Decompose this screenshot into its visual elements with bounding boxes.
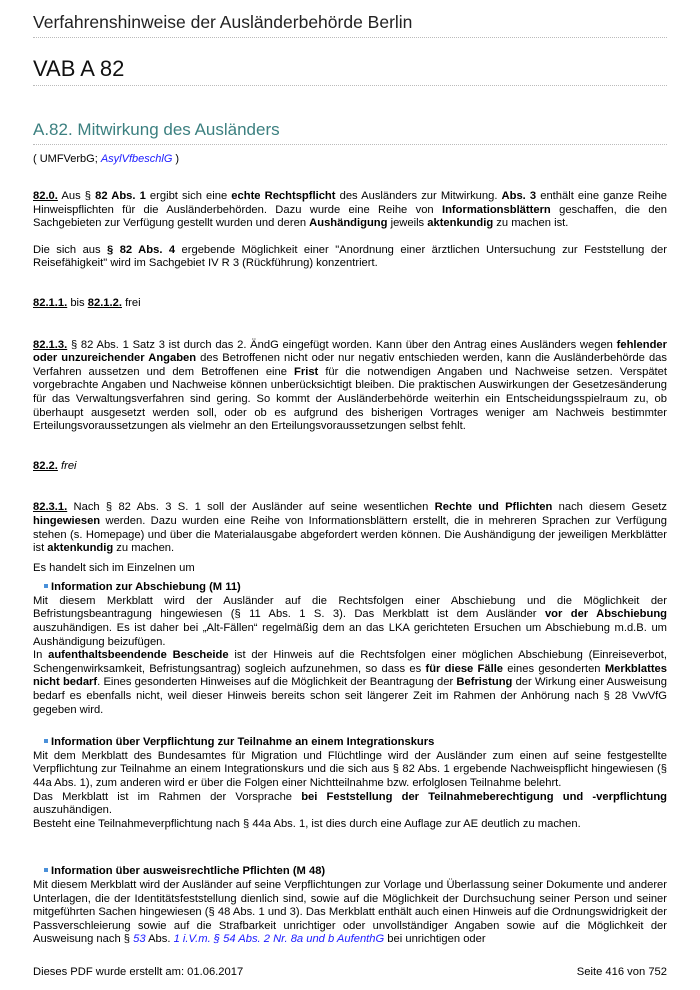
text: bis (67, 296, 88, 309)
integrationskurs-text-1: Mit dem Merkblatt des Bundesamtes für Migration und Flüchtlinge wird der Ausländer zum einen auf seine festgestellte Verpflichtung zur Teilnahme an einem Integrationskurs und die sich aus § 82 Abs. 1 ergebende Nachweispflicht hingewiesen (§ 44a Abs. 1), zum anderen wird er über die Folgen einer Nichtteilnahme bzw. erfolglosen Teilnahme belehrt. (33, 749, 667, 789)
paragraph-82-1-1 (33, 297, 667, 311)
bold-text: aktenkundig (47, 542, 114, 555)
section-divider (33, 144, 667, 145)
subheading-text: Information über Verpflichtung zur Teilnahme an einem Integrationskurs (51, 736, 435, 749)
abschiebung-text-1 (33, 595, 667, 649)
text: auszuhändigen. (33, 804, 113, 817)
para-number[interactable]: 82.1.2. (87, 296, 122, 309)
para-number[interactable]: 82.0. (33, 190, 58, 202)
bold-text: Merkblattes nicht bedarf (33, 662, 667, 689)
text: Die sich aus (33, 243, 108, 256)
section-53-link[interactable]: 53 (133, 933, 146, 946)
bold-text: Frist (294, 365, 319, 378)
text: In (33, 649, 49, 662)
text: . Eines gesonderten Hinweises auf die Möglichkeit der Beantragung der (97, 676, 457, 689)
italic-text: frei (57, 459, 77, 472)
bold-text: Informationsblättern (441, 203, 551, 216)
bold-text: fehlender oder unzureichender Angaben (33, 338, 667, 365)
text: ergibt sich eine (145, 190, 232, 202)
footer-page-number: Seite 416 von 752 (576, 966, 667, 978)
text: enthält eine ganze Reihe Hinweispflichten für die Ausländerbehörden. Dazu wurde eine Reihe von (33, 190, 668, 216)
footer-created-date: Dieses PDF wurde erstellt am: 01.06.2017 (33, 966, 244, 978)
text: Mit diesem Merkblatt wird der Ausländer auf seine Verpflichtungen zur Vorlage und Überlassung seiner Dokumente und anderer Unterlagen, die der Identitätsfeststellung dienlich sind, sowie auf die Möglichkeit der Durchsuchung seiner Person und seiner mitgeführten Sachen hingewiesen (§ 48 Abs. 1 und 3). Das Merkblatt enthält auch einen Hinweis auf die Ordnungswidrigkeit der Passverschleierung sowie auf die Strafbarkeit unrichtiger oder unvollständiger Angaben sowie auf die Möglichkeit der Ausweisung nach § (33, 878, 667, 946)
document-title: VAB A 82 (33, 56, 125, 81)
text: der Wirkung einer Ausweisung bedarf es ebenfalls nicht, weil dieser Hinweis bereits schon seit längerer Zeit im Rahmen der Anhörung nach § 28 VwVfG gegeben wird. (33, 676, 667, 716)
bold-text: 82 Abs. 1 (95, 190, 146, 202)
subheading-ausweisrechtliche-pflichten (33, 865, 667, 879)
bold-text: aktenkundig (427, 217, 494, 230)
list-intro: Es handelt sich im Einzelnen um (33, 561, 195, 574)
bold-text: hingewiesen (33, 514, 101, 527)
text: zu machen. (113, 542, 175, 555)
bold-text: Befristung (456, 676, 513, 689)
text: nach diesem Gesetz (552, 501, 667, 514)
text: eines gesonderten (503, 662, 605, 675)
paragraph-82-2 (33, 460, 667, 474)
subheading-integrationskurs (33, 736, 667, 750)
para-number[interactable]: 82.1.3. (33, 338, 68, 351)
bold-text: Abs. 3 (501, 190, 537, 202)
text: des Ausländers zur Mitwirkung. (335, 190, 502, 202)
text: bei unrichtigen oder (384, 933, 486, 946)
subheading-text: Information zur Abschiebung (M 11) (51, 581, 241, 594)
text: frei (121, 296, 141, 309)
text: Das Merkblatt ist im Rahmen der Vorsprache (33, 790, 302, 803)
abschiebung-text-2 (33, 649, 667, 717)
bold-text: echte Rechtspflicht (231, 190, 336, 202)
integrationskurs-text-2 (33, 791, 667, 818)
text: jeweils (387, 217, 428, 230)
bold-text: bei Feststellung der Teilnahmeberechtigung und -verpflichtung (301, 790, 667, 803)
text: Abs. (145, 933, 174, 946)
sources-open: ( UMFVerbG; (33, 153, 101, 165)
text: Nach § 82 Abs. 3 S. 1 soll der Ausländer auf seine wesentlichen (67, 501, 435, 514)
ausweis-text-1 (33, 879, 667, 947)
subheading-text: Information über ausweisrechtliche Pflichten (M 48) (51, 865, 326, 878)
paragraph-82-1-3 (33, 339, 667, 434)
title-divider (33, 85, 667, 86)
bold-text: aufenthaltsbeendende Bescheide (48, 649, 229, 662)
bullet-icon (44, 584, 48, 588)
document-body (33, 190, 667, 947)
text: auszuhändigen. Es ist daher bei „Alt-Fällen“ regelmäßig dem an das LKA gerichteten Ersuchen um Abschiebung m.d.B. um Aushändigung beizufügen. (33, 622, 667, 648)
paragraph-82-4-note (33, 244, 667, 271)
text: geschaffen, die den Sachgebieten zur Verfügung gestellt wurden und deren (33, 203, 668, 230)
text: ergebende Möglichkeit einer "Anordnung einer ärztlichen Untersuchung zur Feststellung der Reisefähigkeit" wird im Sachgebiet IV R 3 (Rückführung) konzentriert. (33, 243, 667, 270)
text: des Betroffenen nicht oder nur negativ entschieden werden, kann die Ausländerbehörde das Verfahren aussetzen und dem Betroffenen eine (33, 352, 667, 378)
bold-text: für diese Fälle (425, 662, 504, 675)
sources-close: ) (172, 153, 180, 165)
asylvfbeschlg-link[interactable]: AsylVfbeschlG (100, 153, 173, 165)
text: werden. Dazu wurden eine Reihe von Informationsblättern erstellt, die in mehreren Sprachen zur Verfügung stehen (s. Homepage) und über die Materialausgabe abgefordert werden können. Die Aushändigung der jeweiligen Merkblätter ist (33, 514, 667, 555)
header-divider (33, 37, 667, 38)
bullet-icon (44, 739, 48, 743)
text: Aus § (57, 190, 96, 202)
text: zu machen ist. (493, 217, 569, 230)
bold-text: vor der Abschiebung (544, 608, 667, 621)
para-number[interactable]: 82.2. (33, 459, 58, 472)
source-references (33, 153, 179, 165)
paragraph-82-0 (33, 190, 667, 231)
text: ist der Hinweis auf die Rechtsfolgen einer möglichen Abschiebung (Einreiseverbot, Schengenwirksamkeit, Befristungsantrag) sogleich aufzunehmen, so dass es (33, 649, 667, 675)
text: für die notwendigen Angaben und Nachweise setzen. Verspätet vorgebrachte Angaben und Nachweise können unberücksichtigt bleiben. Die praktischen Auswirkungen der Gesetzesänderung für das Verwaltungsverfahren sind gering. So kommt der Ausländerbehörde weiterhin ein Entscheidungsspielraum zu, ob überhaupt ausgesetzt werden soll, oder ob es aufgrund des bisherigen Vortrages weniger am Nachweis bestimmter Erteilungsvoraussetzungen als vielmehr an den Erteilungsvoraussetzungen selbst fehlt. (33, 365, 667, 433)
paragraph-82-3-1 (33, 501, 667, 555)
subheading-abschiebung (33, 581, 667, 595)
bold-text: § 82 Abs. 4 (107, 243, 176, 256)
section-54-link[interactable]: 1 i.V.m. § 54 Abs. 2 Nr. 8a und b AufenthG (173, 933, 385, 946)
bold-text: Rechte und Pflichten (434, 501, 553, 514)
integrationskurs-text-3: Besteht eine Teilnahmeverpflichtung nach § 44a Abs. 1, ist dies durch eine Auflage zur AE deutlich zu machen. (33, 817, 581, 830)
header-title: Verfahrenshinweise der Ausländerbehörde Berlin (33, 12, 413, 32)
bold-text: Aushändigung (309, 217, 388, 230)
bullet-icon (44, 868, 48, 872)
text: § 82 Abs. 1 Satz 3 ist durch das 2. ÄndG eingefügt worden. Kann über den Antrag eines Ausländers wegen (67, 338, 617, 351)
text: Mit diesem Merkblatt wird der Ausländer auf die Rechtsfolgen einer Abschiebung und die Möglichkeit der Befristungsbeantragung hingewiesen (§ 11 Abs. 1 S. 3). Das Merkblatt ist dem Ausländer (33, 594, 667, 621)
para-number[interactable]: 82.1.1. (33, 296, 68, 309)
section-title: A.82. Mitwirkung des Ausländers (33, 120, 280, 139)
para-number[interactable]: 82.3.1. (33, 501, 68, 514)
